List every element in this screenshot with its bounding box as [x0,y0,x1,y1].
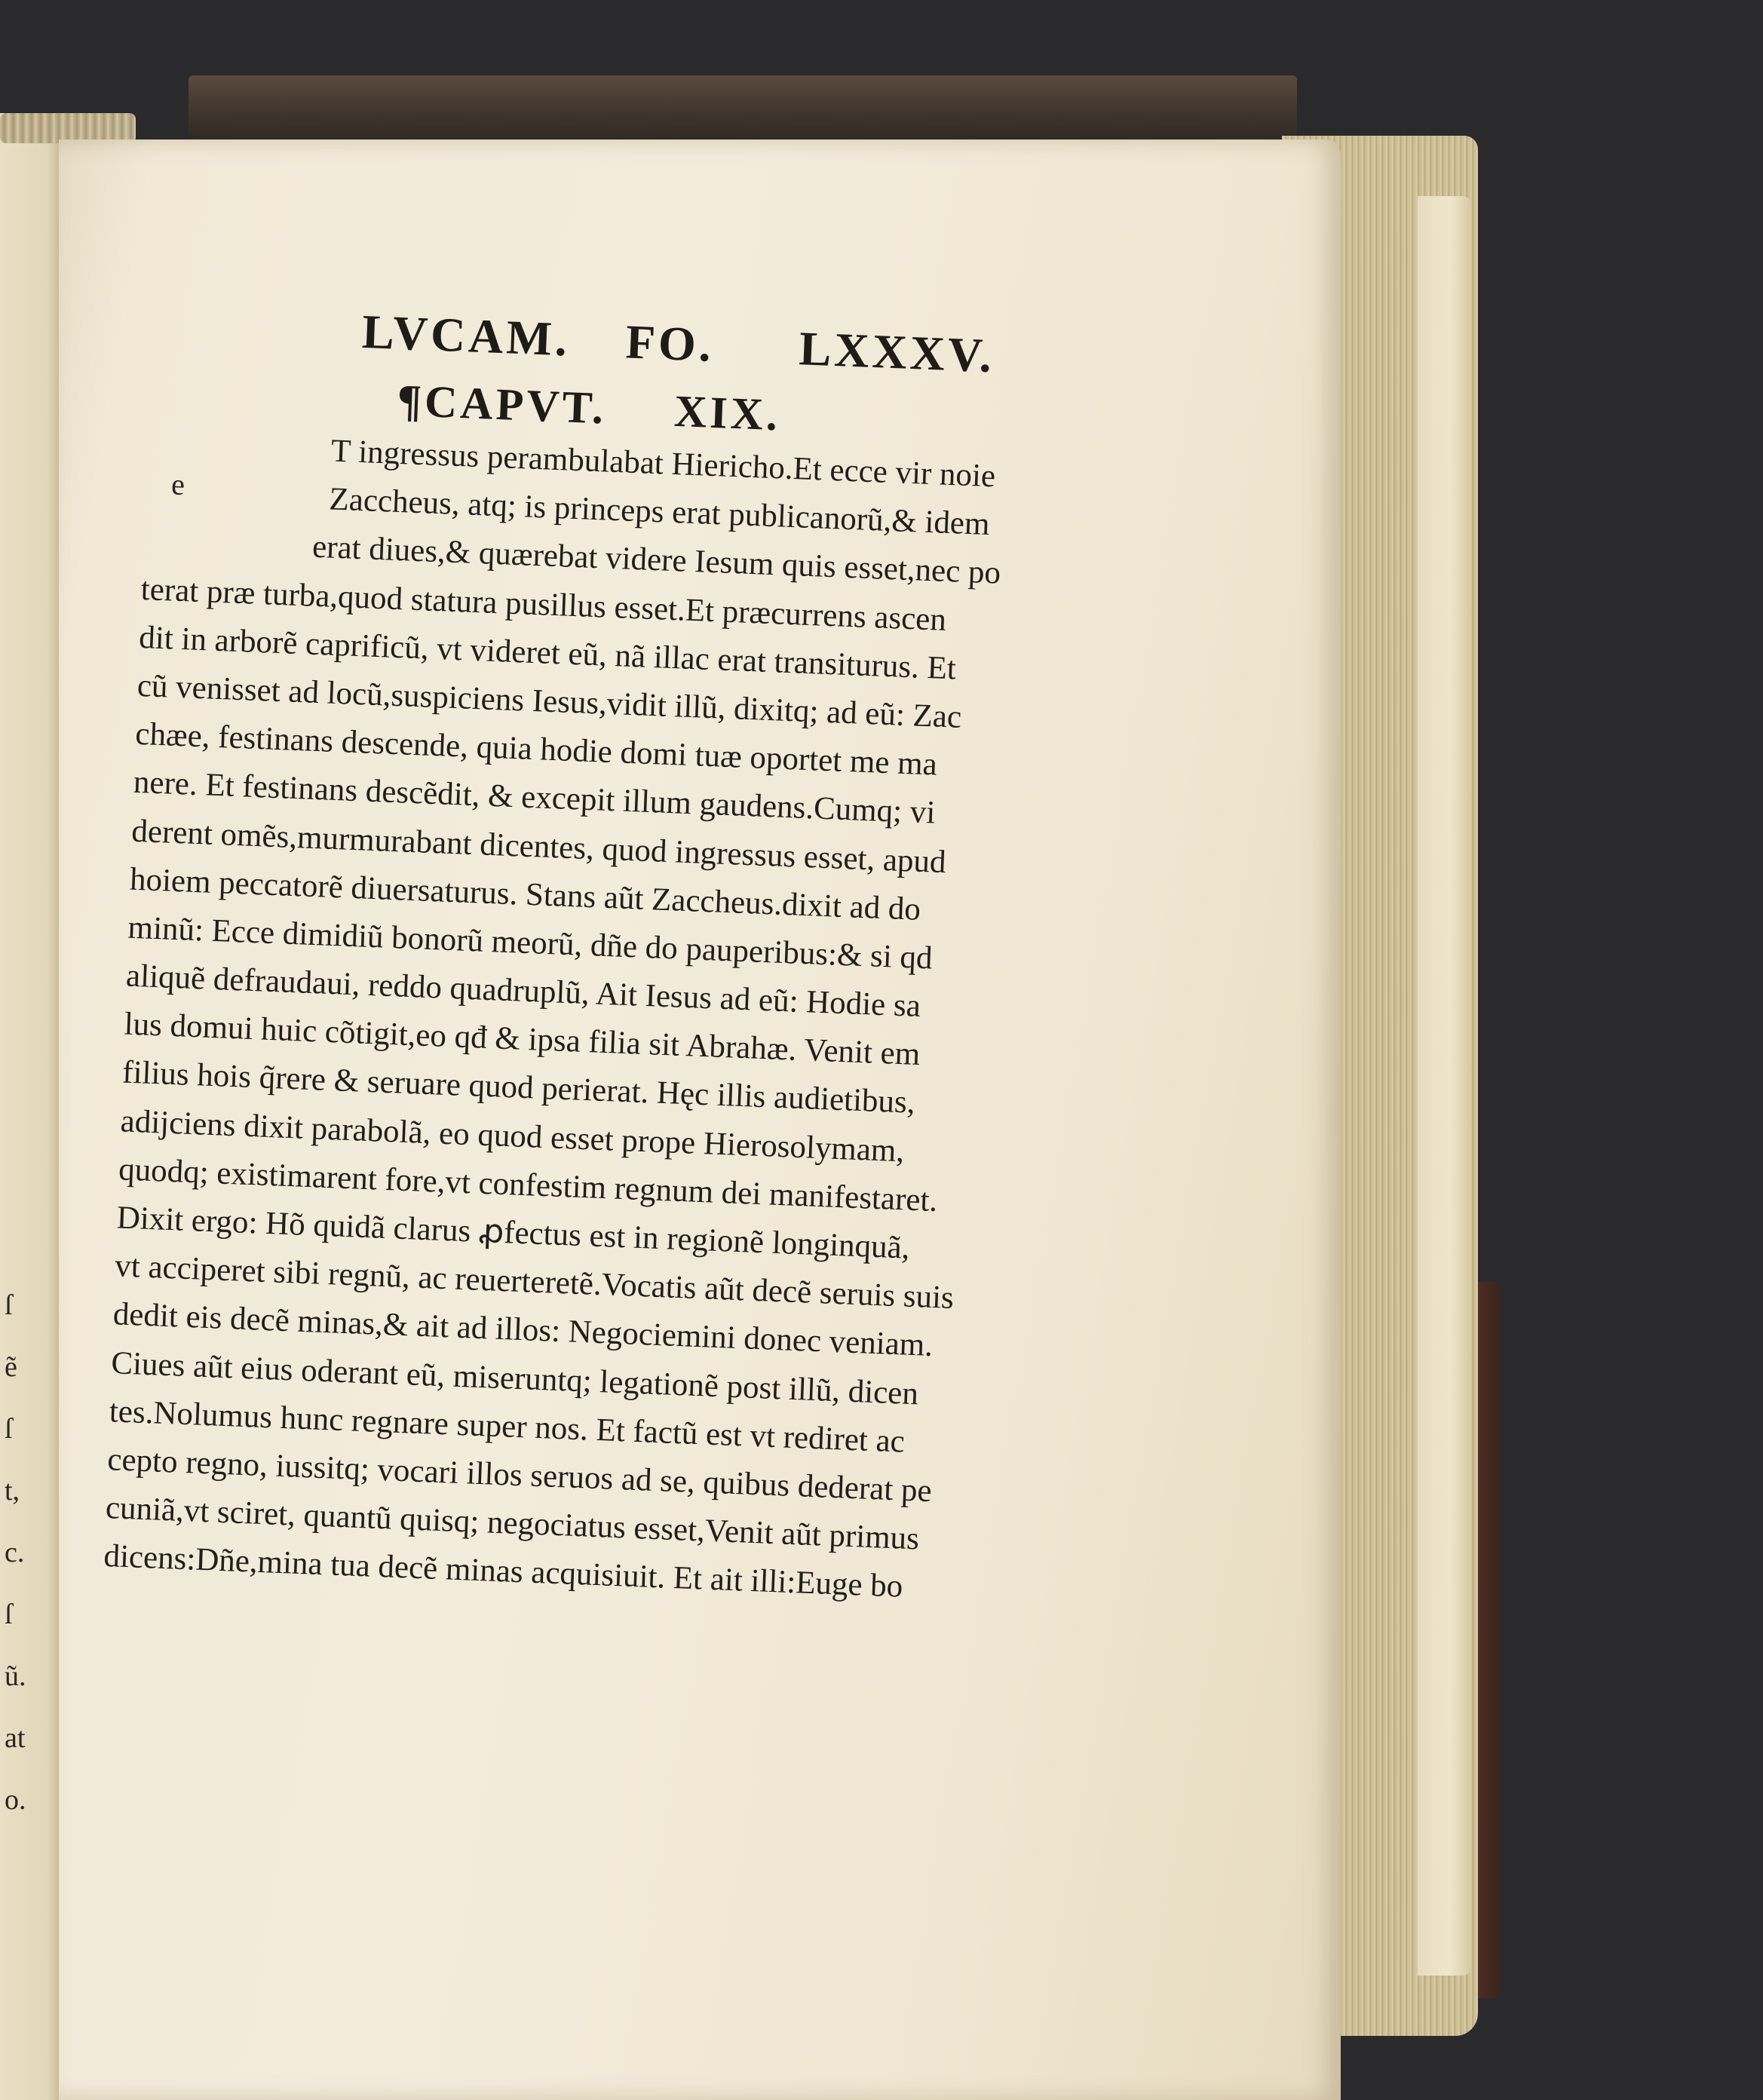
text-line: adijciens dixit parabolã, eo quod esset prope Hierosolymam, [119,1103,906,1169]
text-line: erat diues,& quærebat videre Iesum quis esset,nec po [311,529,1001,592]
folio-number: LXXXV. [798,321,996,383]
text-line: Ciues aũt eius oderant eũ, miseruntq; legationẽ post illũ, dicen [110,1344,919,1412]
loose-leaf-edges [1418,196,1470,1976]
text-line: Dixit ergo: Hõ quidã clarus ꝓfectus est in regionẽ longinquã, [115,1200,911,1266]
text-line: chæe, festinans descende, quia hodie domi tuæ oportet me ma [134,716,938,783]
folio-label: FO. [624,314,716,372]
text-line: nere. Et festinans descẽdit, & excepit illum gaudens.Cumq; vi [133,765,937,831]
text-line: dit in arborẽ caprificũ, vt videret eũ, nã illac erat transiturus. Et [138,619,957,687]
left-char: o. [5,1784,26,1816]
page-content [16,120,1372,2100]
text-line: cũ venisset ad locũ,suspiciens Iesus,vidit illũ, dixitq; ad eũ: Zac [136,667,962,735]
guide-letter: e [170,467,185,502]
text-line: quodq; existimarent fore,vt confestim regnum dei manifestaret. [118,1151,939,1219]
book-page [59,139,1341,2100]
text-line: T ingressus perambulabat Hiericho.Et ecce vir noie [330,433,996,495]
text-line: minũ: Ecce dimidiũ bonorũ meorũ, dñe do pauperibus:& si qd [127,909,934,976]
text-line: cepto regno, iussitq; vocari illos seruos ad se, quibus dederat pe [106,1442,933,1509]
left-char: ſ [5,1289,13,1321]
left-char: t, [5,1475,20,1507]
text-line: hoiem peccatorẽ diuersaturus. Stans aũt Zaccheus.dixit ad do [129,861,921,927]
text-line: aliquẽ defraudaui, reddo quadruplũ, Ait Iesus ad eũ: Hodie sa [125,958,921,1025]
text-line: filius hois q̃rere & seruare quod perierat. Hęc illis audietibus, [121,1054,916,1121]
text-line: dicens:Dñe,mina tua decẽ minas acquisiuit. Et ait illi:Euge bo [103,1538,904,1605]
text-line: dedit eis decẽ minas,& ait ad illos: Negociemini donec veniam. [112,1296,934,1364]
left-char: ũ. [5,1660,26,1692]
chapter-label: ¶CAPVT. [396,375,608,434]
text-line: Zaccheus, atq; is princeps erat publicanorũ,& idem [328,481,991,543]
text-line: cuniã,vt sciret, quantũ quisq; negociatus esset,Venit aũt primus [105,1490,920,1557]
chapter-number: XIX. [673,385,782,440]
left-char: at [5,1722,26,1754]
left-char: c. [5,1537,25,1568]
left-char: ſ [5,1599,13,1630]
left-char: ſ [5,1413,13,1445]
text-line: vt acciperet sibi regnũ, ac reuerteretẽ.Vocatis aũt decẽ seruis suis [114,1248,955,1317]
text-line: lus domui huic cõtigit,eo qđ & ipsa filia sit Abrahæ. Venit em [123,1006,921,1073]
text-line: derent omẽs,murmurabant dicentes, quod ingressus esset, apud [130,813,947,880]
body-text [103,420,1127,1618]
left-char: ẽ [5,1351,17,1383]
text-line: terat præ turba,quod statura pusillus esset.Et præcurrens ascen [140,571,947,638]
text-line: tes.Nolumus hunc regnare super nos. Et factũ est vt rediret ac [109,1393,906,1460]
running-header-title: LVCAM. [360,304,572,366]
